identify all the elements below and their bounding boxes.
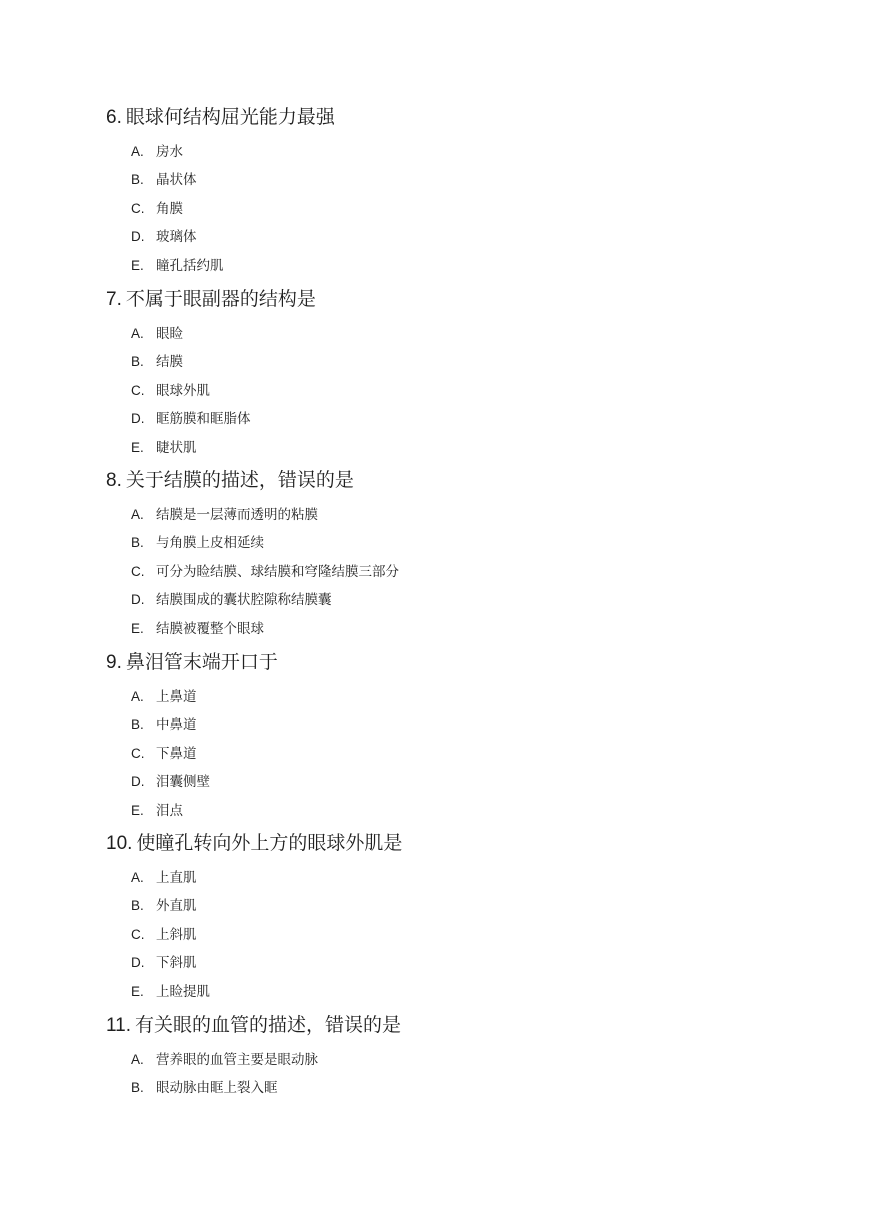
option-letter: C.	[131, 200, 145, 216]
question-7	[106, 286, 806, 466]
option-letter: B.	[131, 1080, 144, 1096]
question-11	[106, 1012, 806, 1107]
option-text: 与角膜上皮相延续	[156, 535, 264, 552]
option-letter: D.	[131, 955, 145, 971]
option-a	[106, 505, 806, 533]
option-d	[106, 227, 806, 255]
option-b	[106, 170, 806, 198]
option-text: 玻璃体	[156, 229, 197, 246]
question-text: 使瞳孔转向外上方的眼球外肌是	[136, 832, 403, 854]
question-9	[106, 649, 806, 829]
option-letter: E.	[131, 620, 144, 636]
option-letter: E.	[131, 983, 144, 999]
question-number: 7.	[106, 289, 122, 310]
option-text: 睫状肌	[156, 439, 197, 456]
option-letter: E.	[131, 802, 144, 818]
option-letter: D.	[131, 592, 145, 608]
option-text: 可分为睑结膜、球结膜和穹隆结膜三部分	[156, 563, 399, 580]
option-a	[106, 687, 806, 715]
option-b	[106, 896, 806, 924]
option-text: 下斜肌	[156, 955, 197, 972]
question-text: 关于结膜的描述，错误的是	[125, 469, 354, 491]
question-title	[106, 286, 806, 312]
option-a	[106, 324, 806, 352]
option-letter: B.	[131, 172, 144, 188]
option-e	[106, 438, 806, 466]
option-letter: A.	[131, 144, 144, 159]
question-title	[106, 467, 806, 493]
question-title	[106, 104, 806, 130]
question-8	[106, 467, 806, 647]
option-letter: B.	[131, 898, 144, 914]
option-letter: A.	[131, 507, 144, 522]
option-text: 眼睑	[156, 326, 183, 342]
option-text: 泪点	[156, 802, 183, 819]
option-text: 晶状体	[156, 172, 197, 189]
option-c	[106, 925, 806, 953]
option-letter: A.	[131, 1052, 144, 1067]
option-b	[106, 533, 806, 561]
option-text: 下鼻道	[156, 745, 197, 762]
option-letter: C.	[131, 745, 145, 761]
option-e	[106, 619, 806, 647]
option-c	[106, 562, 806, 590]
option-text: 角膜	[156, 200, 183, 217]
option-letter: D.	[131, 229, 145, 245]
option-letter: E.	[131, 439, 144, 455]
option-list	[106, 505, 806, 647]
option-text: 结膜围成的囊状腔隙称结膜囊	[156, 592, 332, 609]
option-b	[106, 1078, 806, 1106]
option-text: 房水	[156, 144, 183, 160]
option-text: 眼球外肌	[156, 382, 210, 399]
option-letter: B.	[131, 717, 144, 733]
option-a	[106, 142, 806, 170]
option-list	[106, 142, 806, 284]
option-letter: C.	[131, 563, 145, 579]
question-text: 有关眼的血管的描述，错误的是	[135, 1014, 402, 1036]
option-letter: D.	[131, 411, 145, 427]
option-text: 上睑提肌	[156, 983, 210, 1000]
option-b	[106, 715, 806, 743]
option-letter: A.	[131, 326, 144, 341]
question-6	[106, 104, 806, 284]
question-number: 10.	[106, 833, 133, 854]
option-text: 上鼻道	[156, 689, 197, 705]
option-text: 瞳孔括约肌	[156, 257, 224, 274]
option-list	[106, 868, 806, 1010]
question-number: 9.	[106, 652, 122, 673]
option-text: 外直肌	[156, 898, 197, 915]
option-letter: B.	[131, 354, 144, 370]
question-number: 11.	[106, 1015, 132, 1036]
option-text: 营养眼的血管主要是眼动脉	[156, 1052, 318, 1068]
option-c	[106, 744, 806, 772]
option-letter: C.	[131, 382, 145, 398]
option-text: 结膜是一层薄而透明的粘膜	[156, 507, 318, 523]
option-text: 结膜被覆整个眼球	[156, 620, 264, 637]
option-b	[106, 352, 806, 380]
option-text: 结膜	[156, 354, 183, 371]
option-text: 上斜肌	[156, 926, 197, 943]
option-letter: A.	[131, 689, 144, 704]
option-d	[106, 953, 806, 981]
question-text: 眼球何结构屈光能力最强	[125, 106, 335, 128]
question-title	[106, 830, 806, 856]
option-e	[106, 801, 806, 829]
question-text: 鼻泪管末端开口于	[125, 651, 278, 673]
question-10	[106, 830, 806, 1010]
option-list	[106, 324, 806, 466]
option-d	[106, 772, 806, 800]
option-a	[106, 868, 806, 896]
option-letter: E.	[131, 257, 144, 273]
option-e	[106, 256, 806, 284]
option-c	[106, 199, 806, 227]
option-letter: C.	[131, 926, 145, 942]
option-text: 泪囊侧壁	[156, 774, 210, 791]
option-list	[106, 687, 806, 829]
question-number: 6.	[106, 107, 122, 128]
option-d	[106, 590, 806, 618]
option-d	[106, 409, 806, 437]
option-text: 眶筋膜和眶脂体	[156, 411, 251, 428]
option-a	[106, 1050, 806, 1078]
question-title	[106, 649, 806, 675]
option-c	[106, 381, 806, 409]
question-title	[106, 1012, 806, 1038]
question-text: 不属于眼副器的结构是	[125, 288, 316, 310]
option-text: 中鼻道	[156, 717, 197, 734]
option-letter: B.	[131, 535, 144, 551]
option-e	[106, 982, 806, 1010]
option-letter: D.	[131, 774, 145, 790]
option-text: 上直肌	[156, 870, 197, 886]
option-text: 眼动脉由眶上裂入眶	[156, 1080, 278, 1097]
option-letter: A.	[131, 870, 144, 885]
question-number: 8.	[106, 470, 122, 491]
option-list	[106, 1050, 806, 1107]
